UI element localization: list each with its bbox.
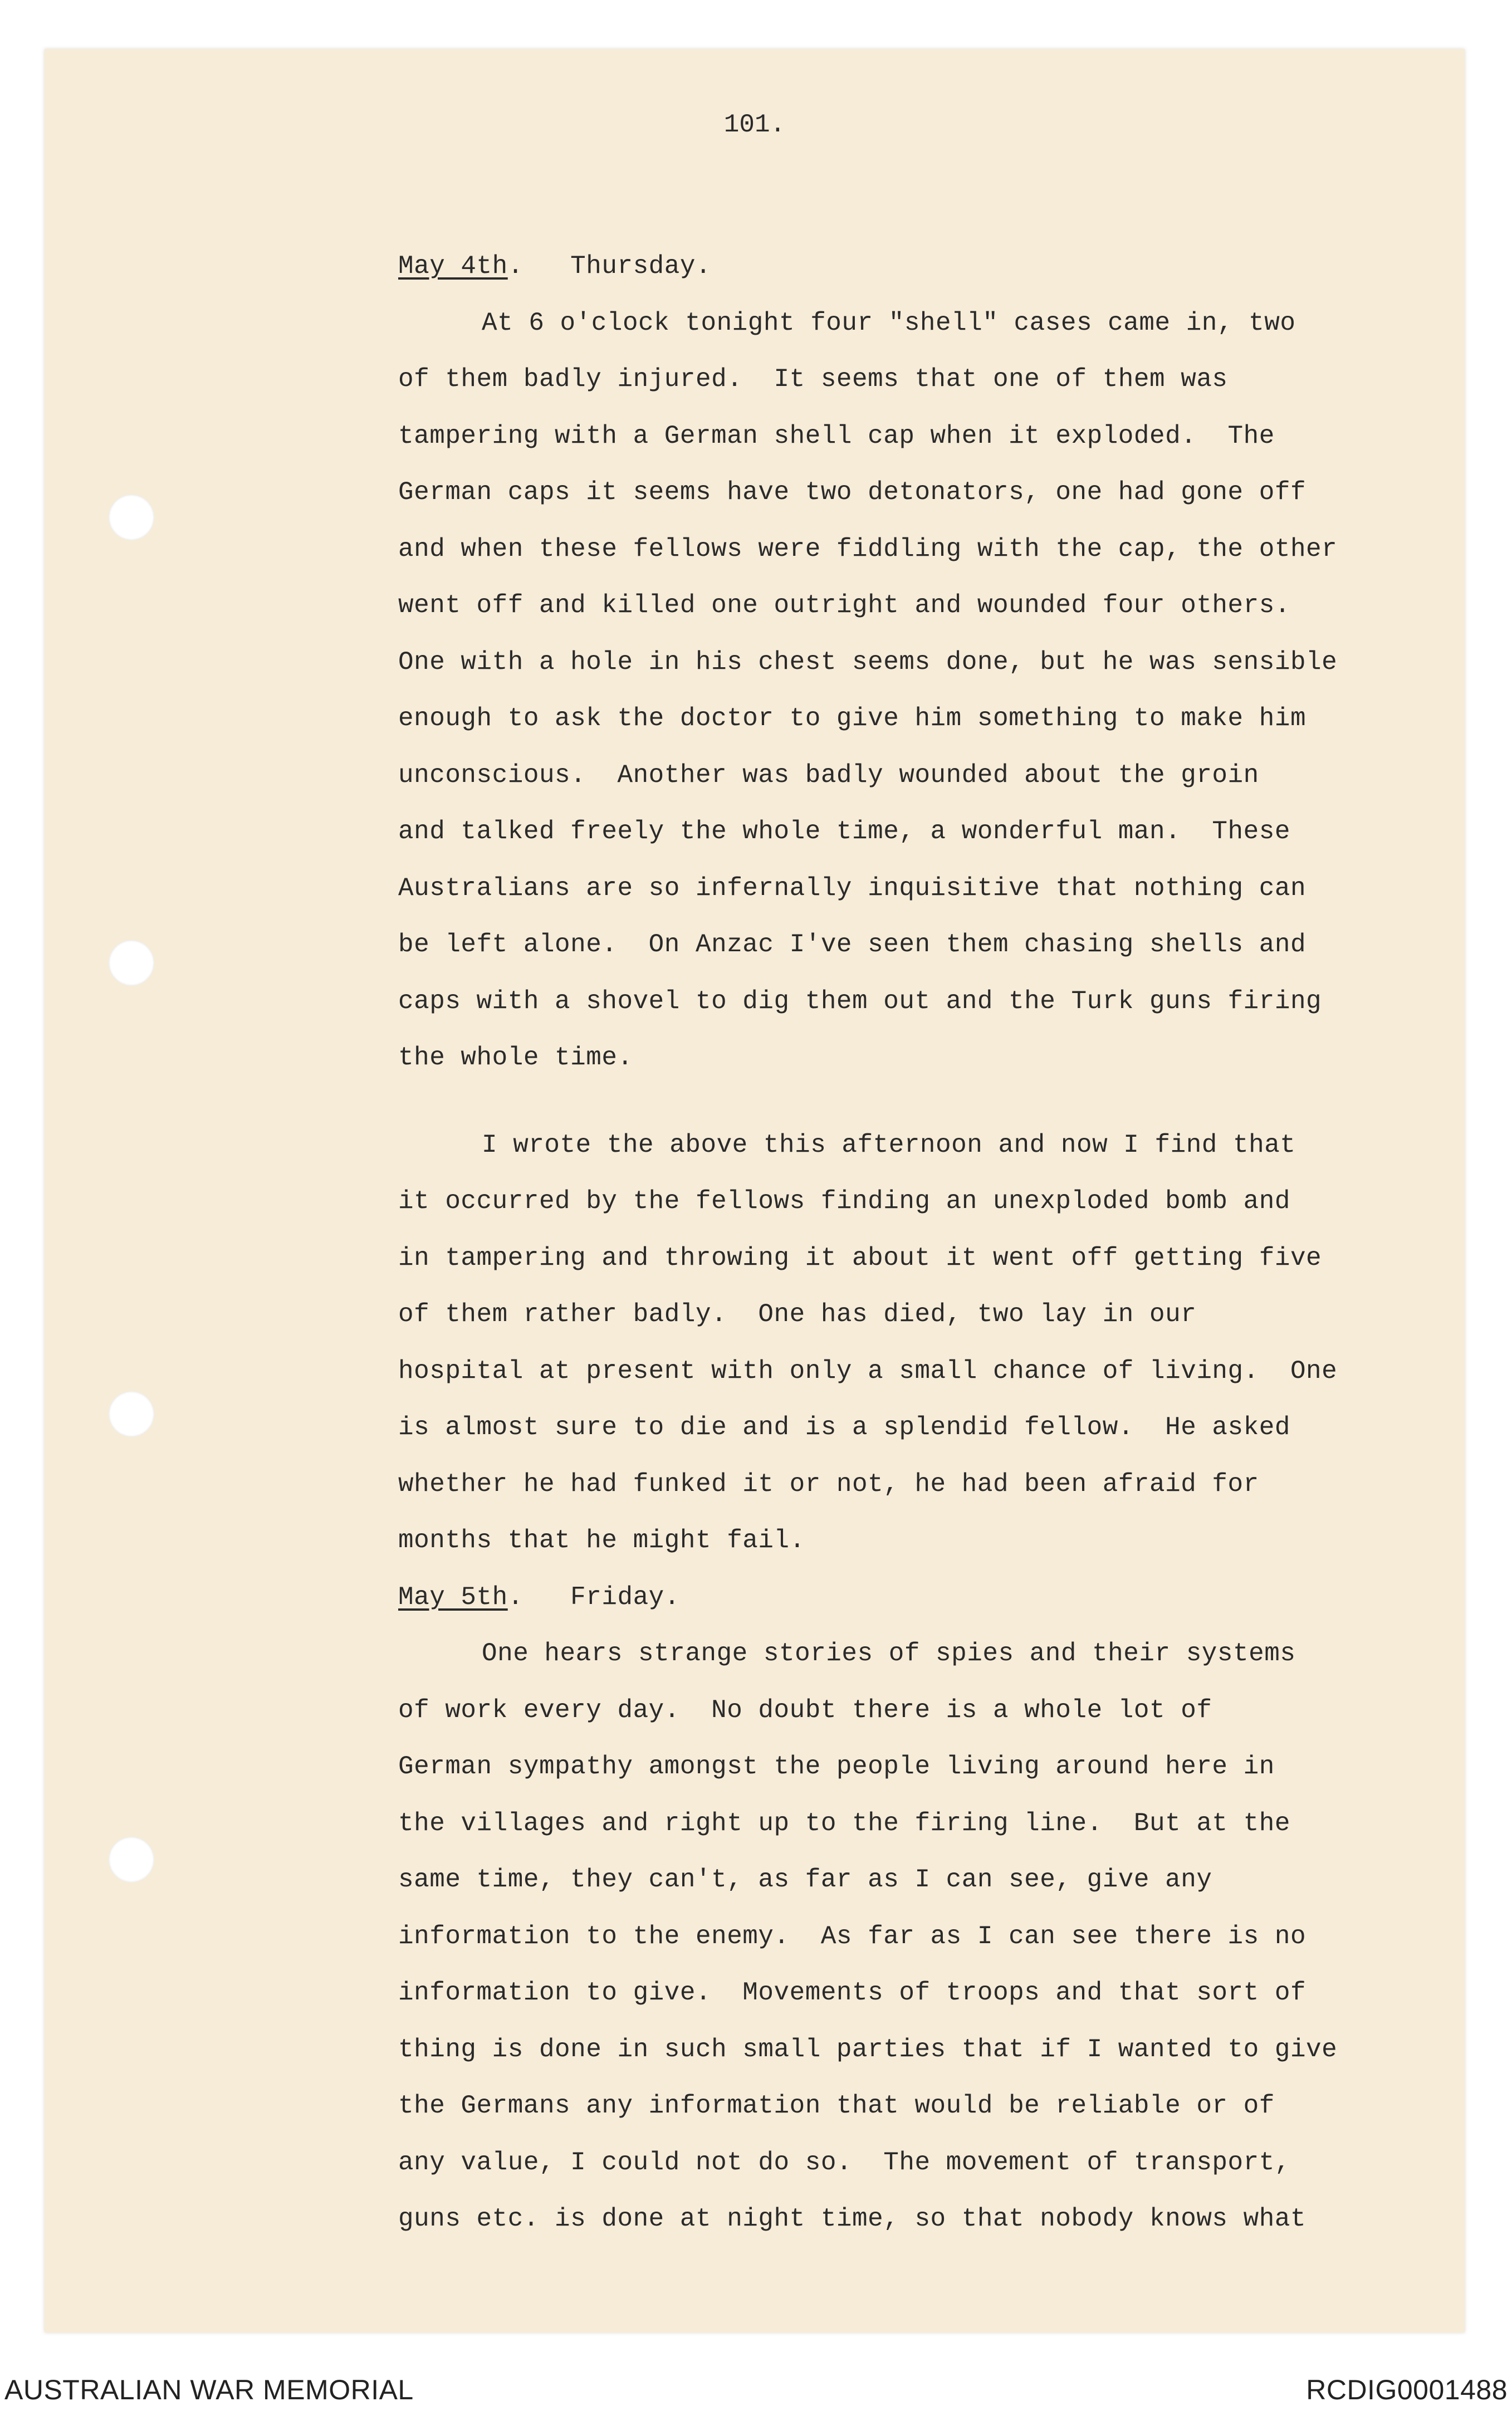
record-id: RCDIG0001488 xyxy=(1306,2374,1508,2405)
text-line: the Germans any information that would be reliable or of xyxy=(398,2091,1275,2120)
text-line: be left alone. On Anzac I've seen them chasing shells and xyxy=(398,930,1307,959)
text-line: of them rather badly. One has died, two lay in our xyxy=(398,1300,1197,1329)
text-line: information to give. Movements of troops and that sort of xyxy=(398,1978,1307,2007)
text-line: went off and killed one outright and wounded four others. xyxy=(398,591,1290,620)
text-line: information to the enemy. As far as I can see there is no xyxy=(398,1921,1307,1951)
entry-heading-may-4: May 4th. Thursday. xyxy=(398,252,712,281)
text-line: German sympathy amongst the people living around here in xyxy=(398,1752,1275,1781)
paragraph xyxy=(398,1626,1484,2233)
text-line: in tampering and throwing it about it went off getting five xyxy=(398,1243,1322,1273)
text-line: Australians are so infernally inquisitive that nothing can xyxy=(398,873,1307,903)
text-line: enough to ask the doctor to give him something to make him xyxy=(398,704,1307,733)
paragraph xyxy=(398,1117,1484,1569)
entry-date: May 4th xyxy=(398,252,508,281)
text-line: unconscious. Another was badly wounded about the groin xyxy=(398,760,1259,790)
text-line: At 6 o'clock tonight four "shell" cases came in, two xyxy=(482,308,1296,338)
text-line: and talked freely the whole time, a wonderful man. These xyxy=(398,817,1290,846)
text-line: the whole time. xyxy=(398,1043,633,1072)
text-line: is almost sure to die and is a splendid fellow. He asked xyxy=(398,1413,1290,1442)
entry-heading-may-5: May 5th. Friday. xyxy=(398,1582,680,1612)
punch-hole xyxy=(109,1837,154,1882)
text-line: of them badly injured. It seems that one of them was xyxy=(398,365,1228,394)
text-line: and when these fellows were fiddling with the cap, the other xyxy=(398,534,1338,564)
archive-credit: AUSTRALIAN WAR MEMORIAL xyxy=(4,2374,414,2405)
text-line: tampering with a German shell cap when it exploded. The xyxy=(398,421,1275,451)
text-line: German caps it seems have two detonators, one had gone off xyxy=(398,478,1307,507)
text-line: caps with a shovel to dig them out and the Turk guns firing xyxy=(398,986,1322,1016)
text-line: I wrote the above this afternoon and now I find that xyxy=(482,1130,1296,1160)
text-line: of work every day. No doubt there is a whole lot of xyxy=(398,1695,1212,1725)
text-line: any value, I could not do so. The movement of transport, xyxy=(398,2148,1290,2177)
entry-date: May 5th xyxy=(398,1582,508,1612)
typed-page xyxy=(45,49,1465,2332)
text-line: One hears strange stories of spies and their systems xyxy=(482,1639,1296,1668)
text-line: One with a hole in his chest seems done, but he was sensible xyxy=(398,647,1338,677)
text-line: guns etc. is done at night time, so that nobody knows what xyxy=(398,2204,1307,2233)
text-line: same time, they can't, as far as I can see, give any xyxy=(398,1865,1212,1894)
text-line: whether he had funked it or not, he had been afraid for xyxy=(398,1469,1259,1499)
punch-hole xyxy=(109,495,154,540)
punch-hole xyxy=(109,940,154,986)
text-line: hospital at present with only a small chance of living. One xyxy=(398,1356,1338,1386)
text-line: it occurred by the fellows finding an unexploded bomb and xyxy=(398,1187,1290,1216)
paragraph xyxy=(398,295,1484,1087)
text-line: months that he might fail. xyxy=(398,1526,805,1555)
paragraph-gap xyxy=(398,1087,1484,1117)
text-line: thing is done in such small parties that if I wanted to give xyxy=(398,2034,1338,2064)
entry-day: Thursday. xyxy=(570,252,712,281)
diary-text xyxy=(398,238,1484,2233)
page-number: 101. xyxy=(723,110,786,139)
text-line: the villages and right up to the firing line. But at the xyxy=(398,1808,1290,1838)
punch-hole xyxy=(109,1391,154,1437)
entry-day: Friday. xyxy=(570,1582,680,1612)
